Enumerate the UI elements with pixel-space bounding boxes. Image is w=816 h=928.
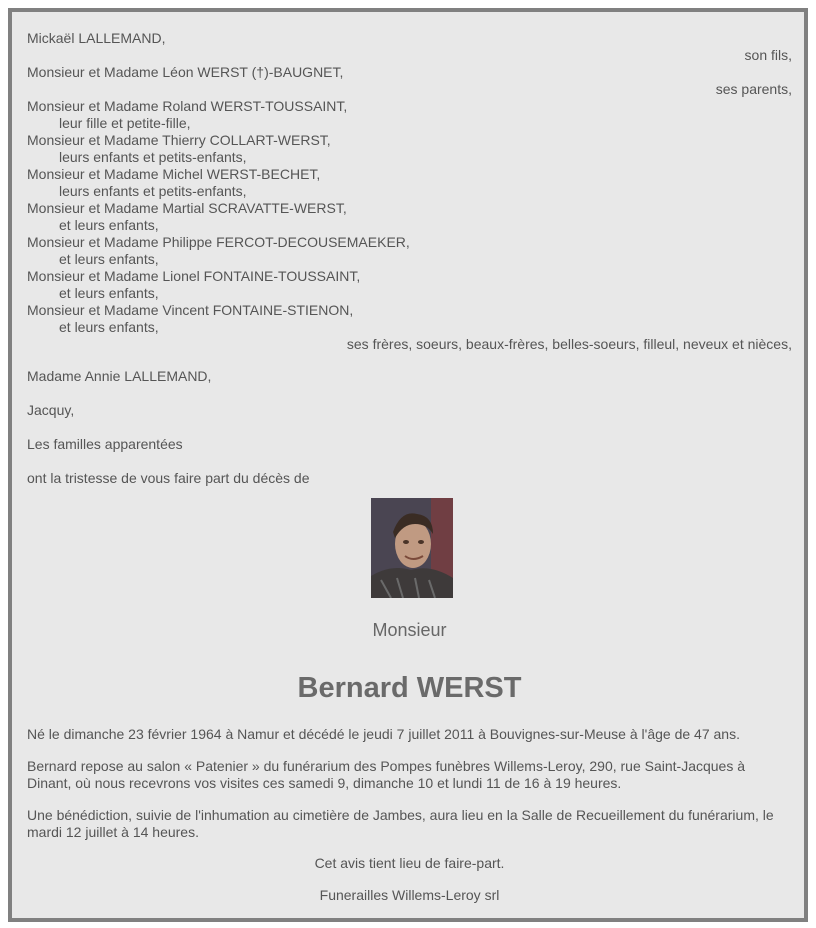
family-line: Monsieur et Madame Martial SCRAVATTE-WERST, bbox=[27, 200, 347, 216]
notice-text: Cet avis tient lieu de faire-part. bbox=[314, 855, 505, 871]
deceased-photo bbox=[371, 498, 453, 598]
birth-death-text: Né le dimanche 23 février 1964 à Namur et décédé le jeudi 7 juillet 2011 à Bouvignes-sur-Meuse à l'âge de 47 ans. bbox=[27, 726, 740, 742]
ceremony-text: Une bénédiction, suivie de l'inhumation au cimetière de Jambes, aura lieu en la Salle de Recueillement du funérarium, le mardi 12 juillet à 14 heures. bbox=[27, 807, 774, 840]
family-subline: et leurs enfants, bbox=[59, 217, 159, 233]
family-line: Jacquy, bbox=[27, 402, 75, 418]
family-line: Monsieur et Madame Lionel FONTAINE-TOUSSAINT, bbox=[27, 268, 361, 284]
family-line: Monsieur et Madame Philippe FERCOT-DECOUSEMAEKER, bbox=[27, 234, 410, 250]
relation-line: ses frères, soeurs, beaux-frères, belles-soeurs, filleul, neveux et nièces, bbox=[346, 336, 792, 352]
visitation-text: Bernard repose au salon « Patenier » du funérarium des Pompes funèbres Willems-Leroy, 290, rue Saint-Jacques à Dinant, où nous recevrons vos visites ces samedi 9, dimanche 10 et lundi 11 de 16 à 19 heures. bbox=[27, 758, 746, 791]
obituary-frame bbox=[8, 8, 808, 922]
family-subline: et leurs enfants, bbox=[59, 251, 159, 267]
family-subline: et leurs enfants, bbox=[59, 285, 159, 301]
relation-line: ses parents, bbox=[715, 81, 792, 97]
deceased-name: Bernard WERST bbox=[297, 672, 522, 704]
family-line: Mickaël LALLEMAND, bbox=[27, 30, 166, 46]
deceased-title: Monsieur bbox=[372, 620, 447, 640]
relation-line: son fils, bbox=[744, 47, 792, 63]
company-name: Funerailles Willems-Leroy srl bbox=[319, 887, 500, 903]
family-line: Monsieur et Madame Vincent FONTAINE-STIENON, bbox=[27, 302, 354, 318]
family-subline: leurs enfants et petits-enfants, bbox=[59, 183, 247, 199]
family-line: Madame Annie LALLEMAND, bbox=[27, 368, 212, 384]
family-subline: et leurs enfants, bbox=[59, 319, 159, 335]
family-line: Les familles apparentées bbox=[27, 436, 183, 452]
family-line: Monsieur et Madame Léon WERST (†)-BAUGNET, bbox=[27, 64, 344, 80]
family-line: Monsieur et Madame Michel WERST-BECHET, bbox=[27, 166, 321, 182]
family-subline: leurs enfants et petits-enfants, bbox=[59, 149, 247, 165]
family-subline: leur fille et petite-fille, bbox=[59, 115, 191, 131]
family-line: Monsieur et Madame Thierry COLLART-WERST, bbox=[27, 132, 331, 148]
announcement-line: ont la tristesse de vous faire part du décès de bbox=[27, 470, 310, 486]
family-line: Monsieur et Madame Roland WERST-TOUSSAINT, bbox=[27, 98, 348, 114]
